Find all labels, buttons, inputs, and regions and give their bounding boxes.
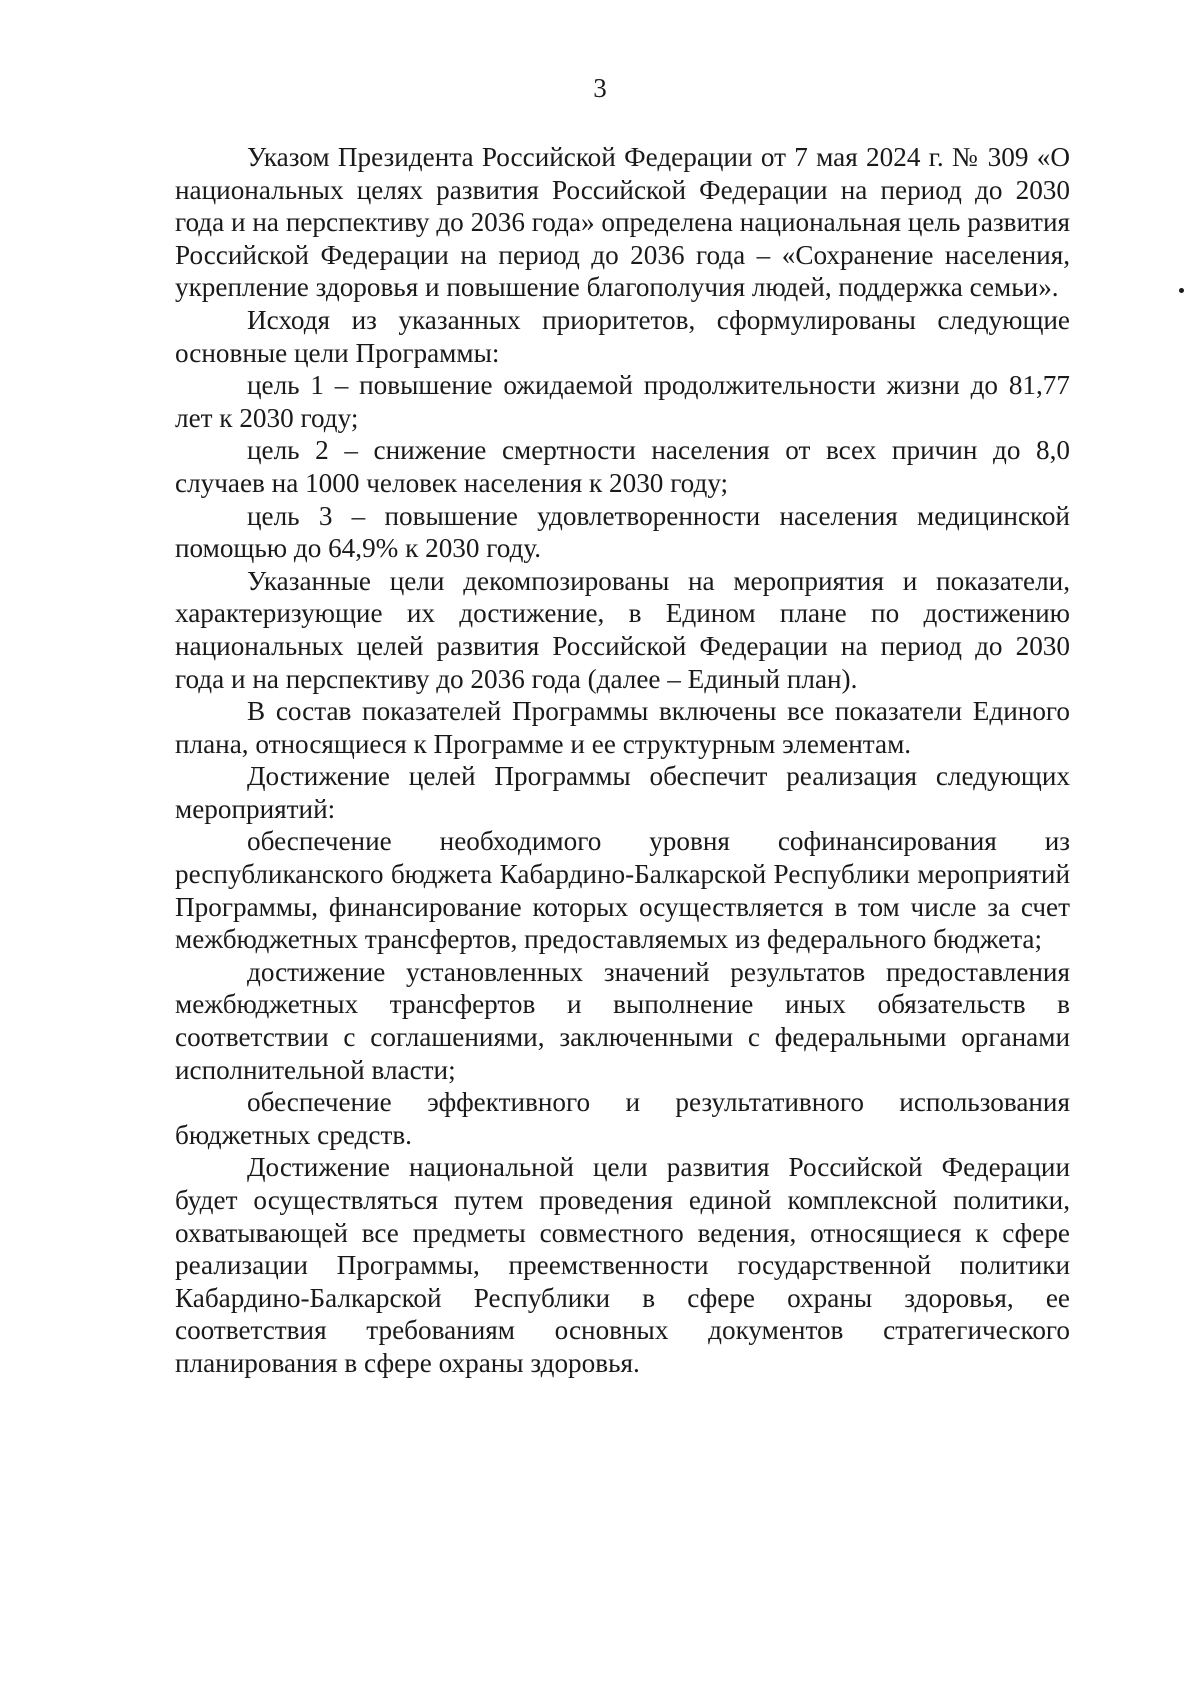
paragraph-goal-3: цель 3 – повышение удовлетворенности населения медицинской помощью до 64,9% к 2030 году. bbox=[175, 500, 1070, 564]
scan-dot-mark bbox=[1179, 288, 1184, 293]
paragraph-national-goal: Указом Президента Российской Федерации от 7 мая 2024 г. № 309 «О национальных целях развития Российской Федерации на период до 2030 года и на перспективу до 2036 года» определена национальная цель развития Российской Федерации на период до 2036 года – «Сохранение населения, укрепление здоровья и повышение благополучия людей, поддержка семьи». bbox=[175, 142, 1070, 303]
paragraph-unified-policy: Достижение национальной цели развития Российской Федерации будет осуществляться путем проведения единой комплексной политики, охватывающей все предметы совместного ведения, относящиеся к сфере реализации Программы, преемственности государственной политики Кабардино-Балкарской Республики в сфере охраны здоровья, ее соответствия требованиям основных документов стратегического планирования в сфере охраны здоровья. bbox=[175, 1152, 1070, 1378]
paragraph-measure-transfers: достижение установленных значений результатов предоставления межбюджетных трансфертов и выполнение иных обязательств в соответствии с соглашениями, заключенными с федеральными органами исполнительной власти; bbox=[175, 956, 1070, 1085]
paragraph-indicators: В состав показателей Программы включены все показатели Единого плана, относящиеся к Программе и ее структурным элементам. bbox=[175, 696, 1070, 759]
paragraph-goal-2: цель 2 – снижение смертности населения от всех причин до 8,0 случаев на 1000 человек населения к 2030 году; bbox=[175, 435, 1070, 498]
paragraph-goal-1: цель 1 – повышение ожидаемой продолжительности жизни до 81,77 лет к 2030 году; bbox=[175, 370, 1070, 433]
paragraph-program-goals-intro: Исходя из указанных приоритетов, сформулированы следующие основные цели Программы: bbox=[175, 304, 1070, 368]
paragraph-measures-intro: Достижение целей Программы обеспечит реализация следующих мероприятий: bbox=[175, 761, 1070, 824]
paragraph-measure-cofinancing: обеспечение необходимого уровня софинансирования из республиканского бюджета Кабардино-Балкарской Республики мероприятий Программы, финансирование которых осуществляется в том числе за счет межбюджетных трансфертов, предоставляемых из федерального бюджета; bbox=[175, 826, 1070, 955]
document-body bbox=[175, 141, 1070, 1380]
page-number: 3 bbox=[593, 73, 607, 103]
paragraph-decomposition: Указанные цели декомпозированы на мероприятия и показатели, характеризующие их достижение, в Едином плане по достижению национальных целей развития Российской Федерации на период до 2030 года и на перспективу до 2036 года (далее – Единый план). bbox=[175, 565, 1070, 694]
paragraph-measure-efficiency: обеспечение эффективного и результативного использования бюджетных средств. bbox=[175, 1087, 1070, 1150]
